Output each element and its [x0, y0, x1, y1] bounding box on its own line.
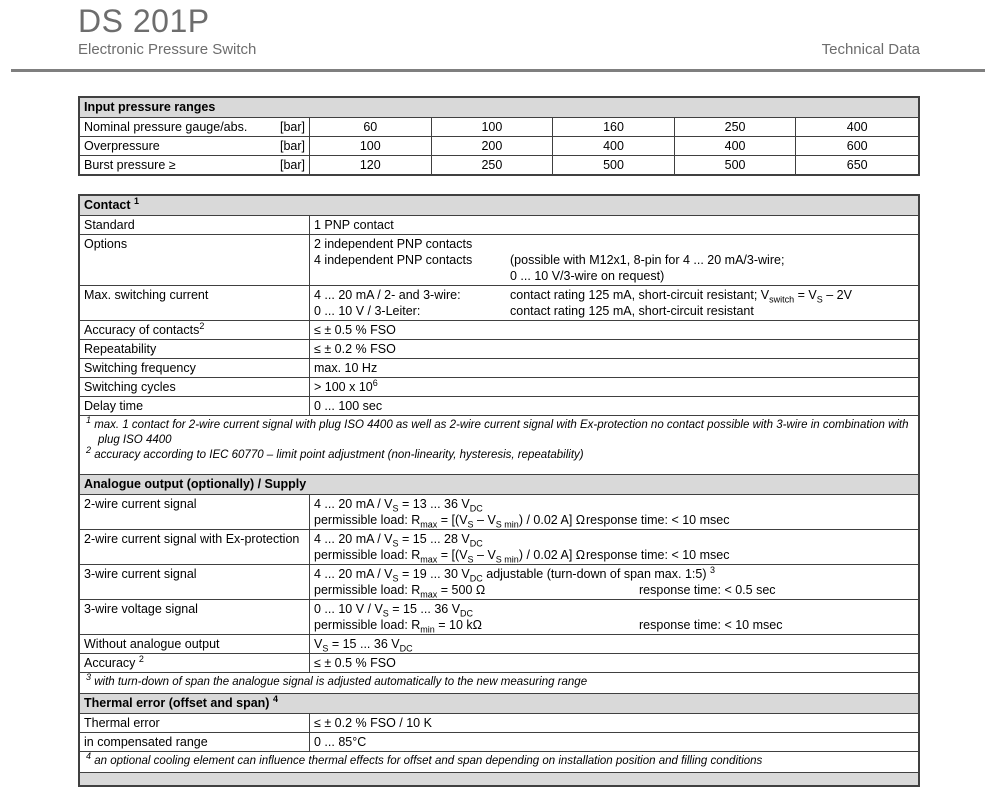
value-cell — [310, 565, 918, 599]
section-header-analogue: Analogue output (optionally) / Supply — [80, 475, 918, 495]
value-cell: 500 — [553, 156, 675, 174]
value-cell — [310, 530, 918, 564]
value-cell — [310, 378, 918, 396]
value-text: ≤ ± 0.5 % FSO — [314, 656, 396, 670]
table-row — [80, 397, 918, 416]
row-unit: [bar] — [279, 158, 305, 172]
row-label: Nominal pressure gauge/abs. — [84, 120, 248, 134]
value-cell — [310, 714, 918, 732]
value-cell: 400 — [675, 137, 797, 155]
value-text: permissible load: $R_{min} = 10$ kΩ — [314, 618, 483, 635]
row-label: 2-wire current signal with Ex-protection — [80, 530, 310, 564]
table-row — [80, 216, 918, 235]
value-cell: 100 — [432, 118, 554, 136]
table-row — [80, 733, 918, 752]
table-gap — [78, 176, 920, 194]
value-cell: 60 — [310, 118, 432, 136]
pressure-ranges-table — [78, 96, 920, 176]
value-line — [314, 566, 914, 582]
value-note: contact rating 125 mA, short-circuit resistant — [510, 304, 754, 318]
value-text: permissible load: $R_{max} = 500$ Ω — [314, 583, 486, 600]
value-text: permissible load: $R_{max} = [(V_S - V_{S min}) / 0.02$ A] Ω — [314, 548, 586, 565]
footnote: $^3$ with turn-down of span the analogue signal is adjusted automatically to the new measuring range — [86, 672, 588, 688]
footnote: $^4$ an optional cooling element can influence thermal effects for offset and span depending on installation position and filling conditions — [86, 751, 763, 767]
value-line — [314, 268, 914, 284]
doc-type-label: Technical Data — [821, 41, 920, 58]
specifications-table — [78, 194, 920, 787]
footnote: $^2$ accuracy according to IEC 60770 – limit point adjustment (non-linearity, hysteresis, repeatability) — [86, 445, 584, 461]
value-text: permissible load: $R_{max} = [(V_S - V_{S min}) / 0.02$ A] Ω — [314, 513, 586, 530]
value-cell — [310, 397, 918, 415]
value-text: 0 ... 10 V / 3-Leiter: — [314, 304, 421, 318]
value-text: 0 ... 10 $V / V_S = 15$ ... 36 $V_{DC}$ — [314, 602, 474, 619]
value-cell — [310, 495, 918, 529]
value-line — [314, 655, 914, 671]
value-cell: 400 — [846, 120, 868, 134]
value-line — [314, 734, 914, 750]
content-area — [78, 96, 920, 787]
table-row — [80, 495, 918, 530]
row-label: Delay time — [80, 397, 310, 415]
row-label-cell — [80, 156, 310, 174]
contact-footnotes — [80, 416, 918, 475]
row-label: Accuracy of contacts$^2$ — [80, 321, 310, 339]
row-label: Max. switching current — [80, 286, 310, 320]
section-header-thermal: Thermal error (offset and span) $^4$ — [80, 694, 918, 714]
value-cell: 250 — [675, 118, 797, 136]
value-text: ≤ ± 0.2 % FSO — [314, 342, 396, 356]
table-row — [80, 286, 918, 321]
value-note: 0 ... 10 V/3-wire on request) — [510, 269, 665, 283]
value-note: (possible with M12x1, 8-pin for 4 ... 20 mA/3-wire; — [510, 253, 785, 267]
analogue-footnotes — [80, 673, 918, 694]
value-line — [314, 322, 914, 338]
value-cell: 600 — [846, 139, 868, 153]
table-row — [80, 714, 918, 733]
row-label: Overpressure — [84, 139, 160, 153]
thermal-footnotes — [80, 752, 918, 773]
table-row — [80, 600, 918, 635]
value-line — [314, 398, 914, 414]
value-line — [314, 287, 914, 303]
row-label: Thermal error — [80, 714, 310, 732]
value-line — [314, 217, 914, 233]
subtitle-row — [78, 41, 920, 58]
value-cell — [310, 600, 918, 634]
row-label: in compensated range — [80, 733, 310, 751]
table-row — [80, 137, 918, 156]
value-cell: 500 — [675, 156, 797, 174]
row-unit: [bar] — [279, 120, 305, 134]
value-line — [314, 715, 914, 731]
page-title: DS 201P — [78, 3, 210, 39]
value-line — [314, 303, 914, 319]
value-text: 0 ... 85°C — [314, 735, 367, 749]
table-row — [80, 359, 918, 378]
table-row — [80, 654, 918, 673]
value-line — [314, 360, 914, 376]
value-cell — [310, 654, 918, 672]
header-rule — [11, 69, 985, 72]
value-line — [314, 341, 914, 357]
value-text: 0 ... 100 sec — [314, 399, 383, 413]
row-label: 3-wire current signal — [80, 565, 310, 599]
value-line — [314, 496, 914, 512]
section-header-pressure: Input pressure ranges — [80, 98, 918, 118]
row-label-cell — [80, 118, 310, 136]
row-label: Burst pressure ≥ — [84, 158, 176, 172]
section-header-contact: Contact $^1$ — [80, 196, 918, 216]
table-row — [80, 340, 918, 359]
table-row — [80, 321, 918, 340]
value-cell — [310, 340, 918, 358]
value-note: contact rating 125 mA, short-circuit resistant; $V_{switch} = V_S - 2V$ — [510, 288, 852, 305]
next-section-header-partial — [80, 773, 918, 785]
row-label: Switching frequency — [80, 359, 310, 377]
value-line — [314, 582, 914, 598]
row-label: Standard — [80, 216, 310, 234]
value-line — [314, 617, 914, 633]
table-row — [80, 530, 918, 565]
value-text: 1 PNP contact — [314, 218, 394, 232]
value-text: 4 independent PNP contacts — [314, 253, 473, 267]
value-line — [314, 636, 914, 652]
row-label: Options — [80, 235, 310, 285]
value-cell: 100 — [310, 137, 432, 155]
row-label: Accuracy $^2$ — [80, 654, 310, 672]
datasheet-page — [0, 2, 996, 787]
value-line — [314, 236, 914, 252]
value-text: 4 ... 20 mA / $V_S = 13$ ... 36 $V_{DC}$ — [314, 497, 483, 514]
value-cell — [310, 359, 918, 377]
table-row — [80, 156, 918, 174]
product-subtitle: Electronic Pressure Switch — [78, 41, 257, 58]
value-cell: 200 — [432, 137, 554, 155]
value-cell — [310, 733, 918, 751]
value-note: response time: < 0.5 sec — [639, 583, 776, 597]
value-text: 4 ... 20 mA / $V_S = 19$ ... 30 $V_{DC}$ adjustable (turn-down of span max. 1:5) $^3$ — [314, 564, 715, 584]
value-text: 4 ... 20 mA / 2- and 3-wire: — [314, 288, 461, 302]
value-note: response time: < 10 msec — [639, 618, 783, 632]
value-cell — [310, 235, 918, 285]
value-cell: 160 — [553, 118, 675, 136]
value-note: response time: < 10 msec — [586, 513, 730, 527]
table-row — [80, 565, 918, 600]
value-text: 2 independent PNP contacts — [314, 237, 473, 251]
row-label: 2-wire current signal — [80, 495, 310, 529]
value-cell: 120 — [310, 156, 432, 174]
value-line — [314, 547, 914, 563]
value-text — [314, 268, 510, 284]
value-line — [314, 531, 914, 547]
footnote: $^1$ max. 1 contact for 2-wire current signal with plug ISO 4400 as well as 2-wire current signal with Ex-protection no contact possible with 3-wire in combination with plug ISO 4400 — [86, 415, 909, 446]
value-text: 4 ... 20 mA / $V_S = 15$ ... 28 $V_{DC}$ — [314, 532, 483, 549]
value-line — [314, 512, 914, 528]
table-row — [80, 235, 918, 286]
value-cell — [310, 216, 918, 234]
value-text: $V_S = 15$ ... 36 $V_{DC}$ — [314, 637, 413, 654]
value-note: response time: < 10 msec — [586, 548, 730, 562]
table-row — [80, 118, 918, 137]
row-label: Switching cycles — [80, 378, 310, 396]
value-cell: 250 — [432, 156, 554, 174]
value-text: max. 10 Hz — [314, 361, 378, 375]
value-cell — [310, 286, 918, 320]
value-cell — [310, 635, 918, 653]
table-row — [80, 635, 918, 654]
value-cell — [310, 321, 918, 339]
row-label: Without analogue output — [80, 635, 310, 653]
row-label: 3-wire voltage signal — [80, 600, 310, 634]
value-cell: 650 — [846, 158, 868, 172]
row-label-cell — [80, 137, 310, 155]
value-line — [314, 379, 914, 395]
value-line — [314, 601, 914, 617]
value-cell: 400 — [553, 137, 675, 155]
row-unit: [bar] — [279, 139, 305, 153]
table-row — [80, 378, 918, 397]
value-line — [314, 252, 914, 268]
value-text: ≤ ± 0.5 % FSO — [314, 323, 396, 337]
value-text: ≤ ± 0.2 % FSO / 10 K — [314, 716, 432, 730]
value-text: > 100 x $10^6$ — [314, 377, 378, 394]
row-label: Repeatability — [80, 340, 310, 358]
